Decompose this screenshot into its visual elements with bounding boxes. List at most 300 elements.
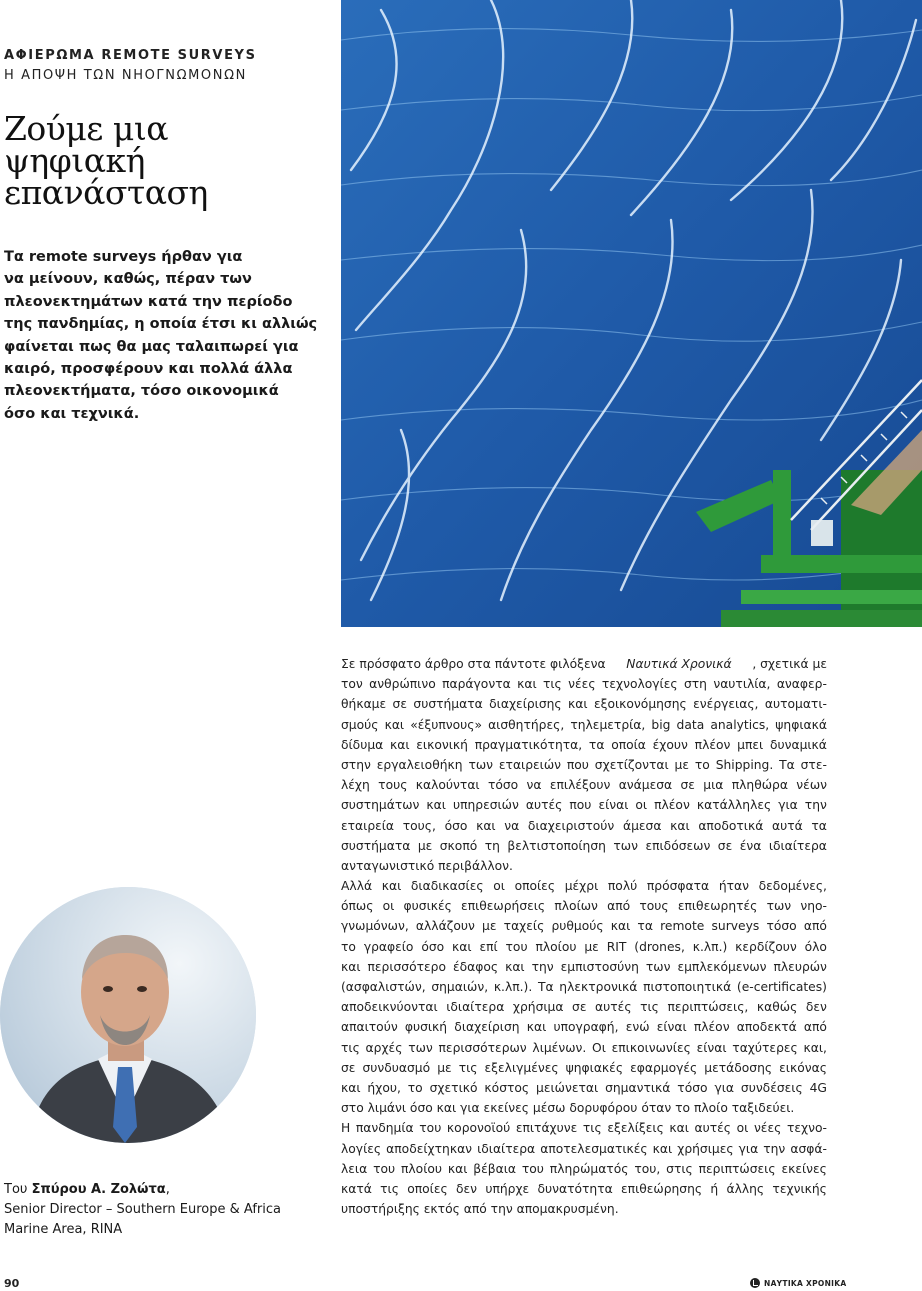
word: εταιρεία <box>341 818 395 833</box>
body-line <box>341 997 827 1017</box>
word: αποδοτικά <box>698 818 764 833</box>
caption-byline <box>4 1180 334 1200</box>
body-line <box>341 836 827 856</box>
word: ενέργειας, <box>693 697 759 712</box>
word: επιθεωρήσεις <box>461 899 546 914</box>
word: και <box>341 959 361 974</box>
word: συστήματα <box>413 697 483 712</box>
word: και <box>670 818 690 833</box>
word: Οι <box>592 1040 606 1055</box>
word: την <box>763 1141 786 1156</box>
body-text: , σχετικά με <box>752 657 827 671</box>
word: κατάλληλες <box>696 798 772 813</box>
word: αυτές <box>694 1121 732 1136</box>
word: πλοίου <box>535 939 577 954</box>
body-line <box>341 735 827 755</box>
word: αισθητήρες, <box>488 717 565 732</box>
word: του <box>419 1121 442 1136</box>
word: νέων <box>796 778 827 793</box>
kicker-section: ΑΦΙΕΡΩΜΑ REMOTE SURVEYS <box>4 48 257 63</box>
word: που <box>566 757 589 772</box>
word: όσο <box>421 939 445 954</box>
word: οποίες <box>514 879 556 894</box>
word: ανθρώπινο <box>369 677 436 692</box>
word: είναι <box>656 1020 687 1035</box>
word: τεχνικής <box>772 1181 827 1196</box>
word: που <box>569 798 592 813</box>
body-line <box>341 1139 827 1159</box>
caption-prefix: Του <box>4 1182 28 1197</box>
word: ήταν <box>718 879 749 894</box>
lead-line: φαίνεται πως θα μας ταλαιπωρεί για <box>4 338 299 355</box>
word: περιπτώσεις <box>698 1161 776 1176</box>
word: συστημάτων <box>341 798 420 813</box>
word: κερδίζουν <box>735 939 797 954</box>
word: τόσο <box>487 778 519 793</box>
word: Αλλά <box>341 879 373 894</box>
word: ρυθμούς <box>551 919 604 934</box>
word: πλοίου <box>401 1161 443 1176</box>
word: τον <box>341 677 363 692</box>
word: νηο- <box>800 899 827 914</box>
word: βελτιστοποίηση <box>507 838 606 853</box>
word: διαχείριση <box>454 1020 520 1035</box>
word: διαδικασίες <box>410 879 484 894</box>
word: ψηφιακά <box>775 717 827 732</box>
word: και <box>452 939 472 954</box>
word: να <box>504 818 520 833</box>
word: (e-certificates) <box>736 980 827 994</box>
word: τα <box>811 818 827 833</box>
word: εικονική <box>416 737 468 752</box>
word: και <box>505 959 525 974</box>
word: πλευρών <box>773 959 827 974</box>
word: από <box>803 1020 827 1035</box>
word: και <box>652 1141 673 1156</box>
word: λεια <box>341 1161 368 1176</box>
word: νέες <box>753 1121 782 1136</box>
word: και <box>447 1161 468 1176</box>
word: ιδιαίτερα <box>768 838 827 853</box>
word: πληθώρα <box>731 778 788 793</box>
word: οι <box>382 899 395 914</box>
word: απαιτούν <box>341 1020 398 1035</box>
word: πλοίων <box>554 899 598 914</box>
word: ηλεκτρονικά <box>559 980 638 994</box>
author-portrait <box>0 887 256 1143</box>
word: υπογραφή, <box>553 1020 619 1035</box>
word: περισσότερο <box>367 959 446 974</box>
word: συνδέσεις <box>740 1080 803 1095</box>
word: αλλάζουν <box>415 919 475 934</box>
word: 4G <box>809 1080 827 1095</box>
word: Τα <box>779 757 795 772</box>
word: χρήσιμες <box>677 1141 734 1156</box>
word: σε <box>392 697 407 712</box>
word: όπως <box>341 899 374 914</box>
lead-line: όσο και τεχνικά. <box>4 405 140 422</box>
word: οι <box>736 1121 749 1136</box>
word: και <box>610 919 631 934</box>
word: πλέον <box>694 737 731 752</box>
word: μειώνεται <box>536 1080 599 1095</box>
word: τεχνο- <box>786 1121 827 1136</box>
body-line <box>341 1017 827 1037</box>
word: επί <box>479 939 498 954</box>
word: σε <box>680 778 695 793</box>
word: με <box>584 939 599 954</box>
word: δίδυμα <box>341 737 384 752</box>
word: τις <box>380 1181 399 1196</box>
word: για <box>778 798 798 813</box>
body-line <box>341 957 827 977</box>
word: επικοινωνίες <box>611 1040 691 1055</box>
word: το <box>694 757 710 772</box>
word: αυτά <box>771 818 803 833</box>
word: άλλης <box>726 1181 765 1196</box>
word: λιμένων. <box>532 1040 587 1055</box>
body-line: υποστήριξης εκτός από την απομακρυσμένη. <box>341 1202 619 1217</box>
word: άμεσα <box>622 818 662 833</box>
word: κ.λπ.). <box>493 980 533 994</box>
body-line <box>341 1179 827 1199</box>
word: λογίες <box>341 1141 382 1156</box>
word: των <box>468 757 494 772</box>
ship-sea-photo <box>341 0 922 627</box>
word: δεν <box>805 1000 827 1015</box>
word: του <box>505 939 528 954</box>
word: ιδιαίτερα <box>446 1000 505 1015</box>
word: σημαιών, <box>431 980 489 994</box>
word: εφαρμογές <box>630 1060 698 1075</box>
word: τόσο <box>766 919 797 934</box>
word: τόσο <box>677 1080 708 1095</box>
word: εκείνες <box>781 1161 827 1176</box>
word: θήκαμε <box>341 697 387 712</box>
word: ή <box>710 1181 719 1196</box>
word: να <box>526 778 542 793</box>
word: big <box>651 717 671 732</box>
headline-line: ψηφιακή <box>4 141 145 180</box>
word: ενώ <box>625 1020 650 1035</box>
lead-line: να μείνουν, καθώς, πέραν των <box>4 271 252 288</box>
word: με <box>674 757 690 772</box>
word: το <box>341 939 356 954</box>
word: γνωμόνων, <box>341 919 409 934</box>
word: από <box>803 919 827 934</box>
word: ήχου, <box>367 1080 401 1095</box>
body-line: στο λιμάνι όσο και για εκείνες μέσω δορυφόρου όταν το πλοίο ταξιδεύει. <box>341 1101 795 1116</box>
word: μπει <box>737 737 764 752</box>
word: εργαλειοθήκη <box>376 757 463 772</box>
author-title: Senior Director – Southern Europe & Africa <box>4 1202 281 1217</box>
word: τους <box>378 778 408 793</box>
word: του <box>373 1161 396 1176</box>
word: περιπτώσεις, <box>667 1000 749 1015</box>
word: των <box>613 838 638 853</box>
word: βέβαια <box>473 1161 516 1176</box>
word: τις <box>542 677 562 692</box>
body-line <box>341 937 827 957</box>
word: περισσότερων <box>438 1040 527 1055</box>
word: έχουν <box>652 737 688 752</box>
word: τεχνολογίες <box>601 677 678 692</box>
word: κ.λπ.) <box>692 939 728 954</box>
caption-suffix: , <box>165 1182 170 1197</box>
author-name: Σπύρου Α. Ζολώτα <box>31 1182 166 1197</box>
word: διαχείρισης <box>489 697 562 712</box>
word: εικόνας <box>779 1060 827 1075</box>
word: τηλεμετρία, <box>570 717 646 732</box>
word: την <box>531 959 554 974</box>
word: με <box>482 919 497 934</box>
body-line <box>341 816 827 836</box>
section-kicker <box>4 46 334 85</box>
word: αποδεικνύονται <box>341 1000 438 1015</box>
word: την <box>804 798 827 813</box>
word: πληρώματός <box>549 1161 629 1176</box>
word: «έξυπνους» <box>410 717 482 732</box>
word: (ασφαλιστών, <box>341 980 426 994</box>
word: τις <box>458 1060 478 1075</box>
word: και <box>390 737 410 752</box>
word: των <box>766 899 792 914</box>
body-line <box>341 775 827 795</box>
word: και <box>426 798 446 813</box>
word: πολύ <box>607 879 638 894</box>
word: έδαφος <box>452 959 499 974</box>
word: σε <box>572 1000 587 1015</box>
word: τα <box>637 919 653 934</box>
word: και <box>517 677 537 692</box>
word: ανάμεσα <box>618 778 673 793</box>
word: τις <box>341 1040 360 1055</box>
word: Τα <box>537 980 554 994</box>
word: και, <box>803 1040 827 1055</box>
body-line <box>341 896 827 916</box>
word: αναφερ- <box>776 677 827 692</box>
word: επιθεωρητές <box>677 899 758 914</box>
word: τις <box>582 1121 602 1136</box>
word: και <box>568 697 588 712</box>
word: οποίες <box>407 1181 448 1196</box>
word: επιθεώρησης <box>621 1181 703 1196</box>
word: συστήματα <box>341 838 411 853</box>
word: με <box>437 1060 452 1075</box>
body-line <box>341 694 827 714</box>
lead-line: της πανδημίας, η οποία έτσι κι αλλιώς <box>4 316 318 333</box>
word: και <box>384 717 405 732</box>
word: υπηρεσιών <box>452 798 519 813</box>
magazine-name: Ναυτικά Χρονικά <box>626 657 732 671</box>
word: data <box>676 717 705 732</box>
body-line <box>341 674 827 694</box>
word: εξελίξεις <box>607 1121 664 1136</box>
magazine-masthead <box>750 1278 847 1288</box>
word: μέχρι <box>564 879 599 894</box>
body-line <box>341 755 827 775</box>
word: επιδόσεων <box>645 838 711 853</box>
body-line <box>341 1078 827 1098</box>
word: analytics, <box>710 717 770 732</box>
word: surveys <box>711 919 760 934</box>
lead-paragraph <box>4 246 318 425</box>
word: υπήρχε <box>485 1181 530 1196</box>
magazine-title: ΝΑΥΤΙΚΑ ΧΡΟΝΙΚΑ <box>764 1278 847 1288</box>
word: είναι <box>696 1040 727 1055</box>
word: στην <box>341 757 371 772</box>
word: σκοπό <box>439 838 478 853</box>
lead-line: Τα remote surveys ήρθαν για <box>4 249 243 265</box>
word: όσο <box>444 818 468 833</box>
word: τη <box>484 838 500 853</box>
word: εταιρειών <box>498 757 561 772</box>
word: και <box>669 1121 689 1136</box>
word: μετάδοσης <box>704 1060 773 1075</box>
word: ψηφιακές <box>565 1060 624 1075</box>
word: σε <box>341 1060 356 1075</box>
word: είναι <box>598 798 629 813</box>
word: καθώς <box>756 1000 798 1015</box>
body-line <box>341 1038 827 1058</box>
word: ένα <box>739 838 762 853</box>
body-line <box>341 715 827 735</box>
word: συνδυασμό <box>362 1060 431 1075</box>
word: τους <box>639 899 669 914</box>
headline-line: Ζούμε μια <box>4 109 169 148</box>
body-line <box>341 916 827 936</box>
word: στη <box>683 677 707 692</box>
logo-icon <box>750 1278 760 1288</box>
word: ναυτιλία, <box>713 677 771 692</box>
word: αποδεκτά <box>736 1020 797 1035</box>
lead-line: καιρό, προσφέρουν και πολλά άλλα <box>4 361 293 378</box>
word: παράγοντα <box>442 677 511 692</box>
body-line: ανταγωνιστικό περιβάλλον. <box>341 858 513 873</box>
word: του, <box>634 1161 661 1176</box>
word: και <box>476 818 496 833</box>
word: Shipping. <box>715 757 774 772</box>
body-line <box>341 977 827 997</box>
word: τα <box>588 737 605 752</box>
word: σχετικό <box>429 1080 478 1095</box>
word: εξελιγμένες <box>484 1060 559 1075</box>
word: για <box>714 1080 734 1095</box>
word: καλούνται <box>415 778 480 793</box>
word: όλο <box>804 939 827 954</box>
word: ιδιαίτερα <box>477 1141 536 1156</box>
word: σμούς <box>341 717 379 732</box>
word: πρόσφατα <box>646 879 710 894</box>
word: εμπλεκόμενων <box>677 959 767 974</box>
word: αυτοματι- <box>764 697 827 712</box>
word: οποία <box>611 737 646 752</box>
page-number: 90 <box>4 1277 20 1290</box>
kicker-subsection: Η ΑΠΟΨΗ ΤΩΝ ΝΗΟΓΝΩΜΟΝΩΝ <box>4 68 247 83</box>
word: επιλέξουν <box>549 778 611 793</box>
word: κορονοϊού <box>446 1121 511 1136</box>
word: πλέον <box>693 1020 730 1035</box>
article-body <box>341 654 827 1219</box>
word: τους, <box>402 818 436 833</box>
body-line <box>341 654 827 674</box>
body-line <box>341 1159 827 1179</box>
word: αποδείχτηκαν <box>386 1141 473 1156</box>
word: οι <box>493 879 505 894</box>
word: τις <box>640 1000 659 1015</box>
word: μια <box>703 778 724 793</box>
word: με <box>417 838 433 853</box>
body-line <box>341 1058 827 1078</box>
word: σημαντικά <box>605 1080 671 1095</box>
word: του <box>521 1161 544 1176</box>
word: σε <box>717 838 733 853</box>
word: κόστος <box>484 1080 530 1095</box>
article-headline <box>4 109 334 212</box>
word: αυτές <box>525 798 563 813</box>
word: δεν <box>456 1181 478 1196</box>
word: Η <box>341 1121 351 1136</box>
word: χρήσιμα <box>512 1000 564 1015</box>
word: δυνατότητα <box>537 1181 613 1196</box>
lead-line: πλεονεκτημάτων κατά την περίοδο <box>4 293 293 310</box>
body-line <box>341 795 827 815</box>
word: το <box>407 1080 423 1095</box>
word: επιτάχυνε <box>515 1121 578 1136</box>
word: και <box>526 1020 547 1035</box>
word: εμπιστοσύνη <box>560 959 639 974</box>
word: και <box>341 1080 361 1095</box>
word: (drones, <box>634 939 685 954</box>
word: αρχές <box>365 1040 403 1055</box>
word: οι <box>635 798 648 813</box>
word: ταχύτερες <box>732 1040 798 1055</box>
body-line <box>341 876 827 896</box>
headline-line: επανάσταση <box>4 173 208 212</box>
word: αποτελεσματικές <box>540 1141 648 1156</box>
word: RIT <box>606 939 627 954</box>
body-line <box>341 1118 827 1138</box>
word: διαχειριστούν <box>527 818 615 833</box>
word: πιστοποιητικά <box>643 980 732 994</box>
word: κατά <box>341 1181 372 1196</box>
author-caption <box>4 1180 334 1240</box>
word: στε- <box>800 757 827 772</box>
word: εξοικονόμησης <box>593 697 687 712</box>
word: στις <box>666 1161 693 1176</box>
author-organization: Marine Area, RINA <box>4 1222 123 1237</box>
word: αυτές <box>595 1000 632 1015</box>
word: δεδομένες, <box>758 879 827 894</box>
word: των <box>408 1040 433 1055</box>
word: γραφείο <box>363 939 414 954</box>
word: ταχείς <box>503 919 545 934</box>
word: των <box>645 959 671 974</box>
word: νέες <box>568 677 596 692</box>
lead-line: πλεονεκτήματα, τόσο οικονομικά <box>4 383 279 400</box>
word: λέχη <box>341 778 370 793</box>
word: φυσικές <box>403 899 452 914</box>
word: σχετίζονται <box>594 757 669 772</box>
word: πανδημία <box>355 1121 414 1136</box>
word: και <box>381 879 402 894</box>
word: δυναμικά <box>769 737 827 752</box>
word: πραγματικότητα, <box>474 737 583 752</box>
word: για <box>738 1141 759 1156</box>
word: από <box>607 899 631 914</box>
word: ασφά- <box>790 1141 827 1156</box>
word: πλέον <box>654 798 690 813</box>
